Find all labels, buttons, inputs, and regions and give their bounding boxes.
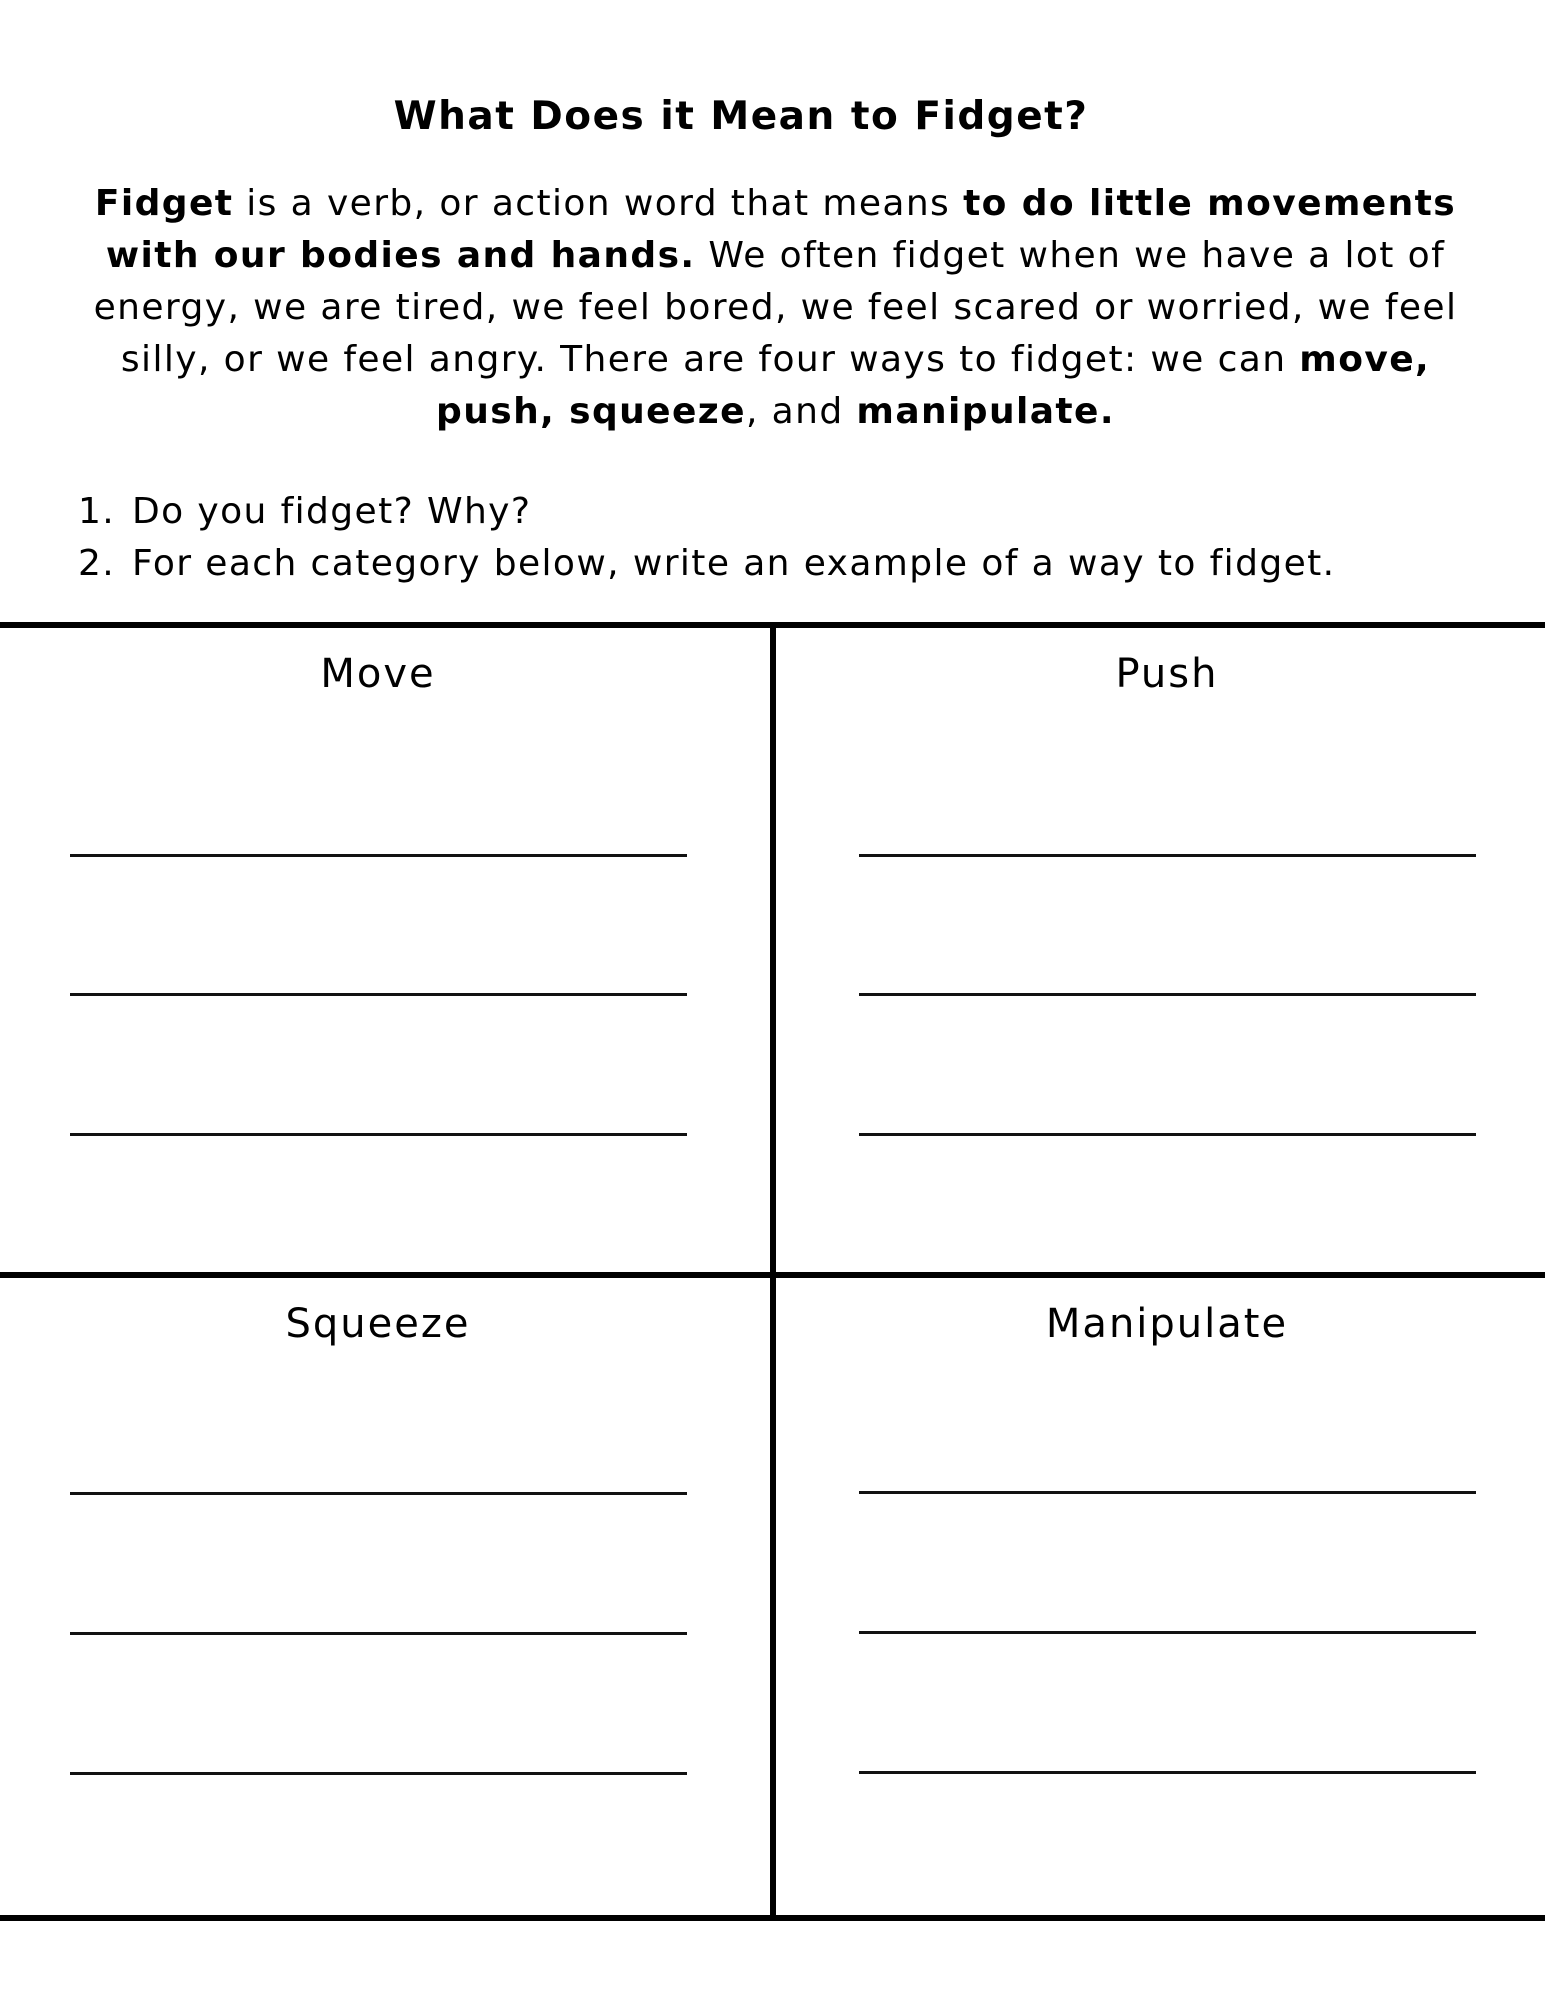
question-text: Do you fidget? Why? <box>132 491 532 532</box>
manipulate-answer-line-3[interactable] <box>859 1771 1476 1774</box>
push-answer-line-3[interactable] <box>859 1133 1476 1136</box>
question-text: For each category below, write an example of a way to fidget. <box>132 543 1336 584</box>
category-squeeze-title: Squeeze <box>285 1301 471 1347</box>
move-answer-line-1[interactable] <box>70 854 687 857</box>
squeeze-answer-line-2[interactable] <box>70 1632 687 1635</box>
category-push-title: Push <box>1115 651 1219 697</box>
push-answer-line-1[interactable] <box>859 854 1476 857</box>
category-manipulate-title: Manipulate <box>1045 1301 1289 1347</box>
intro-paragraph <box>78 178 1473 438</box>
squeeze-answer-line-3[interactable] <box>70 1772 687 1775</box>
category-move-title: Move <box>320 651 436 697</box>
intro-text-3: , and <box>745 391 857 432</box>
intro-term: Fidget <box>94 183 234 224</box>
worksheet-title: What Does it Mean to Fidget? <box>393 94 1089 139</box>
intro-text-2: We often fidget when we have a lot of energy, we are tired, we feel bored, we feel scared or worried, we feel silly, or we feel angry. There are four ways to fidget: we can <box>93 235 1458 380</box>
question-item <box>78 538 1498 590</box>
question-number: 1. <box>78 491 116 532</box>
question-list <box>78 486 1498 590</box>
question-number: 2. <box>78 543 116 584</box>
intro-definition: to do little movements with our bodies and hands. <box>105 183 1457 276</box>
move-answer-line-3[interactable] <box>70 1133 687 1136</box>
question-item <box>78 486 1498 538</box>
squeeze-answer-line-1[interactable] <box>70 1492 687 1495</box>
move-answer-line-2[interactable] <box>70 993 687 996</box>
grid-vertical-divider <box>770 622 776 1921</box>
manipulate-answer-line-2[interactable] <box>859 1631 1476 1634</box>
intro-text-1: is a verb, or action word that means <box>233 183 964 224</box>
push-answer-line-2[interactable] <box>859 993 1476 996</box>
manipulate-answer-line-1[interactable] <box>859 1491 1476 1494</box>
intro-ways-1: move, push, squeeze <box>436 339 1431 432</box>
intro-ways-2: manipulate. <box>856 391 1115 432</box>
